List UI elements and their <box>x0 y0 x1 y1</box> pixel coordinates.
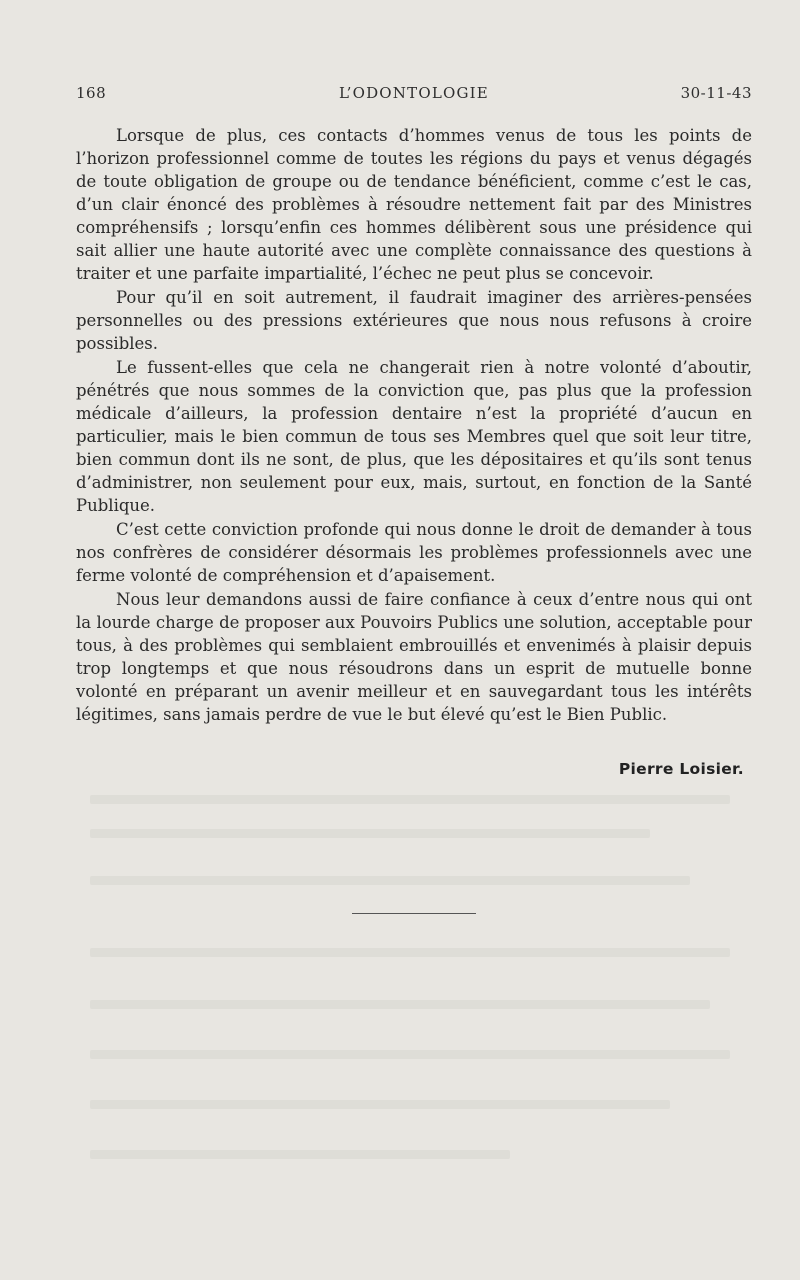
show-through-line <box>90 829 650 838</box>
article-body <box>76 124 752 727</box>
show-through-line <box>90 1100 670 1109</box>
section-separator <box>352 913 476 914</box>
paragraph: C’est cette conviction profonde qui nous donne le droit de demander à tous nos confrères de considérer désormais les problèmes professionnels avec une ferme volonté de compréhension et d’apaisement. <box>76 520 752 585</box>
show-through-line <box>90 795 730 804</box>
journal-title: L’ODONTOLOGIE <box>339 84 489 102</box>
page-number: 168 <box>76 84 107 102</box>
author-signature: Pierre Loisier. <box>618 760 744 778</box>
paragraph: Lorsque de plus, ces contacts d’hommes venus de tous les points de l’horizon professionnel comme de toutes les régions du pays et venus dégagés de toute obligation de groupe ou de tendance bénéficient, comme c’est le cas, d’un clair énoncé des problèmes à résoudre nettement fait par des Ministres compréhensifs ; lorsqu’enfin ces hommes délibèrent sous une présidence qui sait allier une haute autorité avec une complète connaissance des questions à traiter et une parfaite impartialité, l’échec ne peut plus se concevoir. <box>76 126 752 283</box>
running-header <box>76 84 752 108</box>
show-through-line <box>90 1050 730 1059</box>
paragraph: Nous leur demandons aussi de faire confiance à ceux d’entre nous qui ont la lourde charge de proposer aux Pouvoirs Publics une solution, acceptable pour tous, à des problèmes qui semblaient embrouillés et envenimés à plaisir depuis trop longtemps et que nous résoudrons dans un esprit de mutuelle bonne volonté en préparant un avenir meilleur et en sauvegardant tous les intérêts légitimes, sans jamais perdre de vue le but élevé qu’est le Bien Public. <box>76 590 752 724</box>
show-through-line <box>90 1000 710 1009</box>
paragraph: Le fussent-elles que cela ne changerait rien à notre volonté d’aboutir, pénétrés que nous sommes de la conviction que, pas plus que la profession médicale d’ailleurs, la profession dentaire n’est la propriété d’aucun en particulier, mais le bien commun de tous ses Membres quel que soit leur titre, bien commun dont ils ne sont, de plus, que les dépositaires et qu’ils sont tenus d’administrer, non seulement pour eux, mais, surtout, en fonction de la Santé Publique. <box>76 358 752 515</box>
show-through-line <box>90 1150 510 1159</box>
paragraph: Pour qu’il en soit autrement, il faudrait imaginer des arrières-pensées personnelles ou des pressions extérieures que nous nous refusons à croire possibles. <box>76 288 752 353</box>
show-through-line <box>90 948 730 957</box>
issue-date: 30-11-43 <box>680 84 752 102</box>
show-through-line <box>90 876 690 885</box>
